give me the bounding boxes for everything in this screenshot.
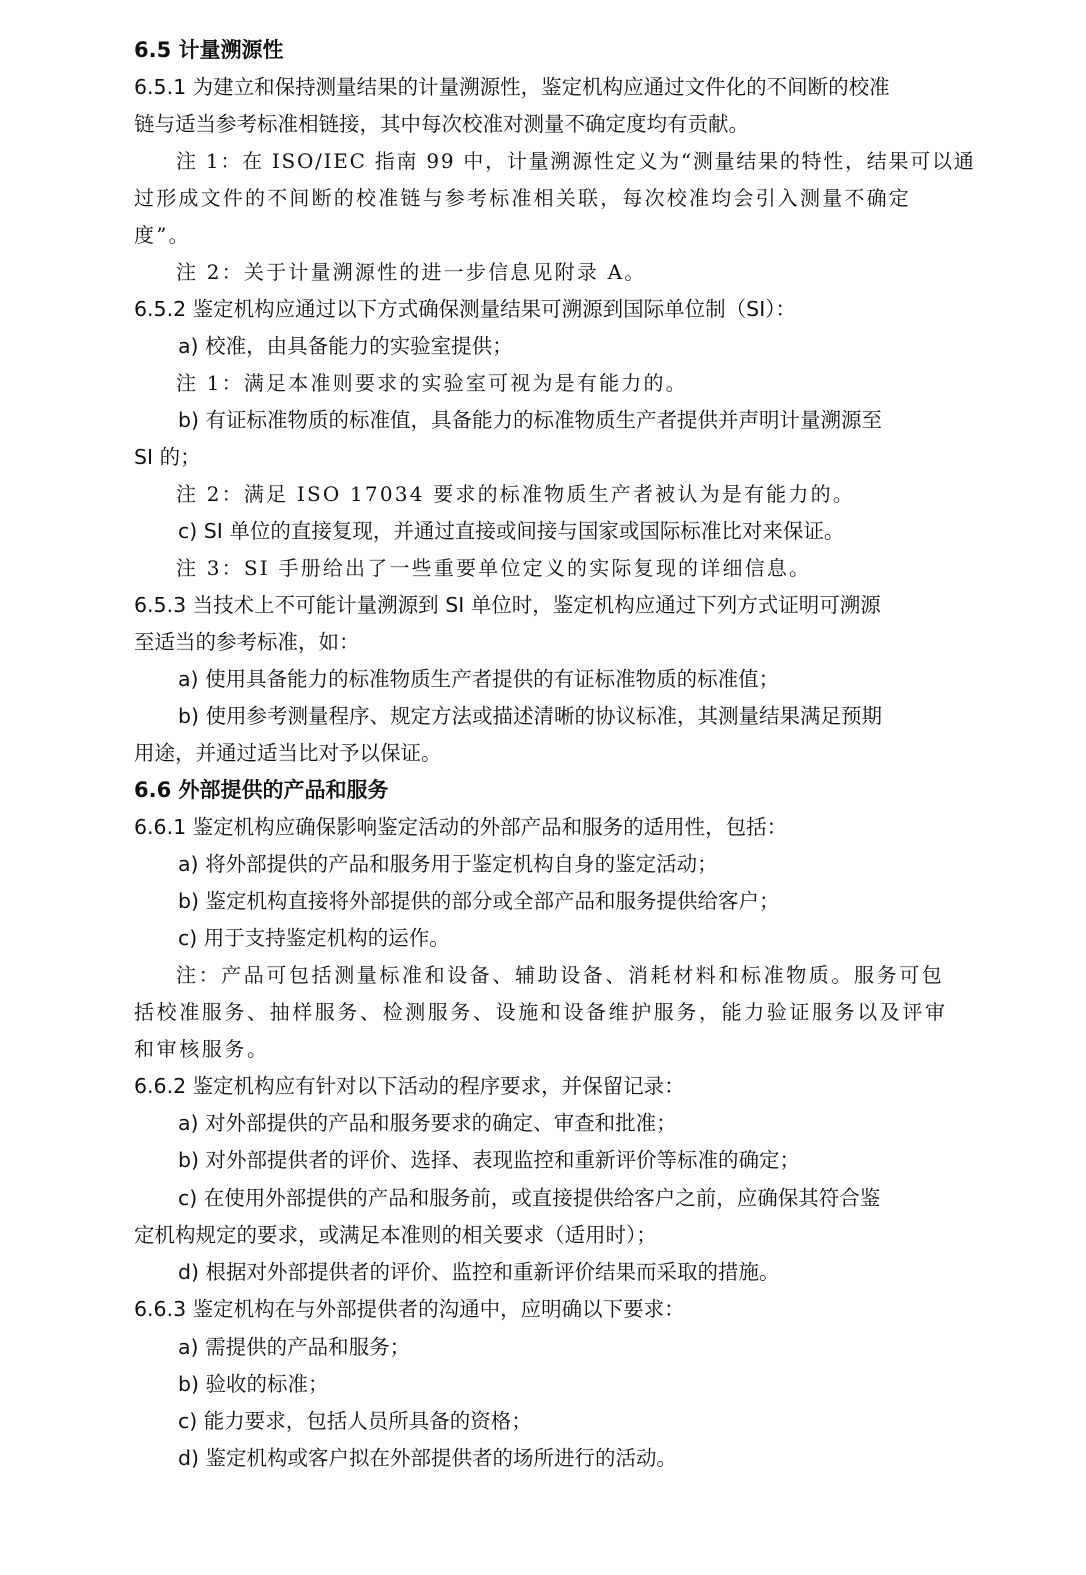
list-item: a) 对外部提供的产品和服务要求的确定、审查和批准； <box>178 1111 677 1135</box>
paragraph-line: 6.6.1 鉴定机构应确保影响鉴定活动的外部产品和服务的适用性，包括： <box>134 815 788 839</box>
list-item: b) 使用参考测量程序、规定方法或描述清晰的协议标准，其测量结果满足预期 <box>178 704 883 728</box>
note-line: 括校准服务、抽样服务、检测服务、设施和设备维护服务，能力验证服务以及评审 <box>134 1000 948 1024</box>
note-line: 过形成文件的不间断的校准链与参考标准相关联，每次校准均会引入测量不确定 <box>134 186 911 210</box>
list-item: b) 有证标准物质的标准值，具备能力的标准物质生产者提供并声明计量溯源至 <box>178 408 883 432</box>
list-item: d) 鉴定机构或客户拟在外部提供者的场所进行的活动。 <box>178 1446 678 1470</box>
note-line: 注 1：满足本准则要求的实验室可视为是有能力的。 <box>176 371 688 395</box>
paragraph-line: 定机构规定的要求，或满足本准则的相关要求（适用时）； <box>134 1223 657 1247</box>
list-item: c) 用于支持鉴定机构的运作。 <box>178 926 450 950</box>
section-heading-6-5: 6.5 计量溯源性 <box>134 38 284 62</box>
paragraph-line: SI 的； <box>134 445 201 469</box>
list-item: c) 能力要求，包括人员所具备的资格； <box>178 1409 532 1433</box>
paragraph-line: 用途，并通过适当比对予以保证。 <box>134 741 442 765</box>
list-item: b) 对外部提供者的评价、选择、表现监控和重新评价等标准的确定； <box>178 1148 801 1172</box>
paragraph-line: 6.6.2 鉴定机构应有针对以下活动的程序要求，并保留记录： <box>134 1074 685 1098</box>
note-line: 注 2：关于计量溯源性的进一步信息见附录 A。 <box>176 260 647 284</box>
list-item: a) 将外部提供的产品和服务用于鉴定机构自身的鉴定活动； <box>178 852 718 876</box>
list-item: c) 在使用外部提供的产品和服务前，或直接提供给客户之前，应确保其符合鉴 <box>178 1186 881 1210</box>
note-line: 注 3：SI 手册给出了一些重要单位定义的实际复现的详细信息。 <box>176 556 812 580</box>
paragraph-line: 6.5.1 为建立和保持测量结果的计量溯源性，鉴定机构应通过文件化的不间断的校准 <box>134 75 890 99</box>
note-line: 和审核服务。 <box>134 1037 270 1061</box>
list-item: b) 鉴定机构直接将外部提供的部分或全部产品和服务提供给客户； <box>178 889 780 913</box>
section-heading-6-6: 6.6 外部提供的产品和服务 <box>134 778 389 802</box>
paragraph-line: 6.5.2 鉴定机构应通过以下方式确保测量结果可溯源到国际单位制（SI）： <box>134 297 796 321</box>
paragraph-line: 6.5.3 当技术上不可能计量溯源到 SI 单位时，鉴定机构应通过下列方式证明可溯源 <box>134 593 881 617</box>
paragraph-line: 至适当的参考标准，如： <box>134 630 360 654</box>
note-line: 注 2：满足 ISO 17034 要求的标准物质生产者被认为是有能力的。 <box>176 482 855 506</box>
note-line: 度”。 <box>134 223 191 247</box>
list-item: a) 需提供的产品和服务； <box>178 1335 411 1359</box>
note-line: 注：产品可包括测量标准和设备、辅助设备、消耗材料和标准物质。服务可包 <box>176 963 945 987</box>
paragraph-line: 6.6.3 鉴定机构在与外部提供者的沟通中，应明确以下要求： <box>134 1297 685 1321</box>
note-line: 注 1：在 ISO/IEC 指南 99 中，计量溯源性定义为“测量结果的特性，结果可以通 <box>176 149 976 173</box>
list-item: b) 验收的标准； <box>178 1372 329 1396</box>
list-item: c) SI 单位的直接复现，并通过直接或间接与国家或国际标准比对来保证。 <box>178 519 845 543</box>
paragraph-line: 链与适当参考标准相链接，其中每次校准对测量不确定度均有贡献。 <box>134 112 749 136</box>
list-item: d) 根据对外部提供者的评价、监控和重新评价结果而采取的措施。 <box>178 1260 780 1284</box>
list-item: a) 校准，由具备能力的实验室提供； <box>178 334 513 358</box>
list-item: a) 使用具备能力的标准物质生产者提供的有证标准物质的标准值； <box>178 667 780 691</box>
